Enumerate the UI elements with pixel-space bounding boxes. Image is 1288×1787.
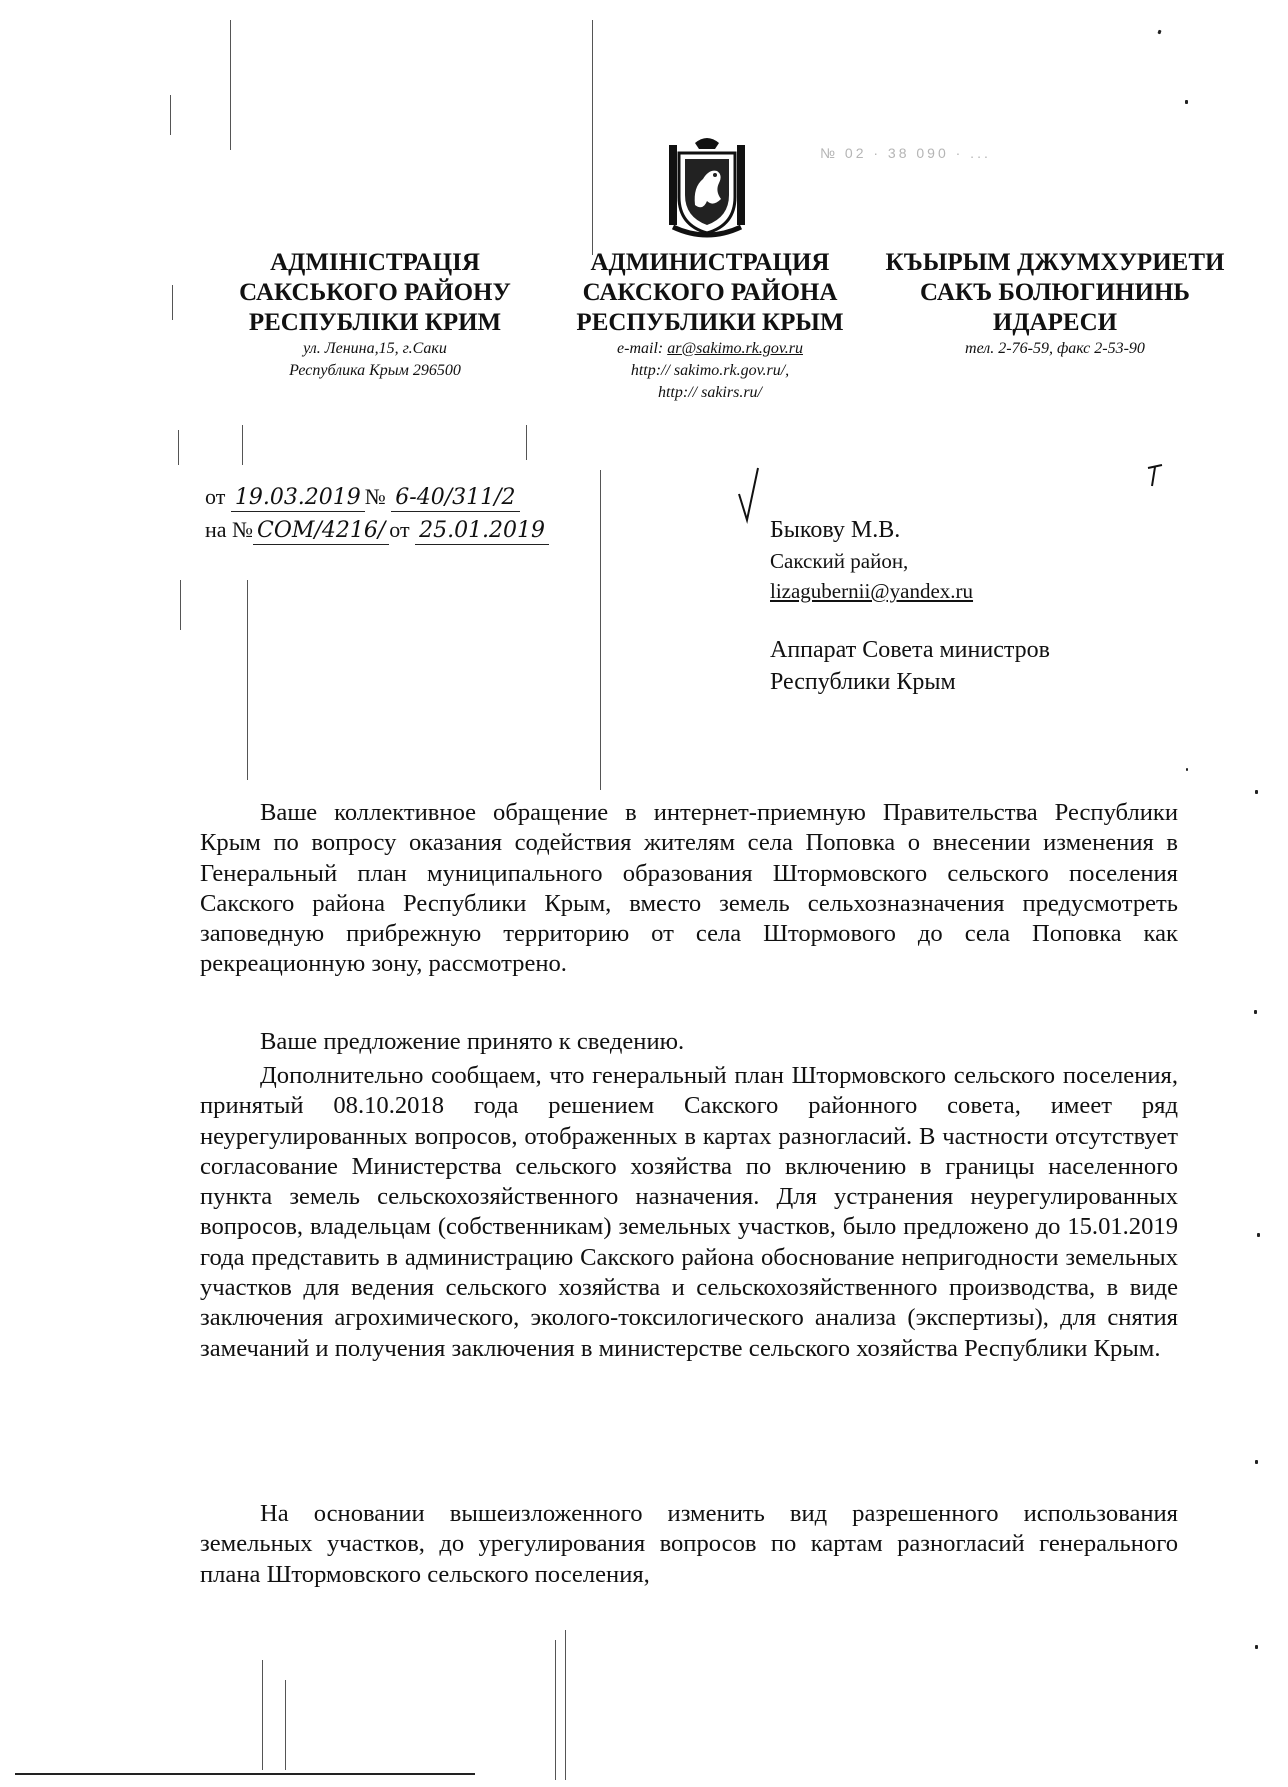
header-crimean-tatar-line1: КЪЫРЫМ ДЖУМХУРИЕТИ bbox=[885, 249, 1225, 276]
email-link[interactable]: ar@sakimo.rk.gov.ru bbox=[667, 340, 803, 357]
header-ukrainian-line3: РЕСПУБЛІКИ КРИМ bbox=[248, 309, 502, 336]
header-russian-line2: САКСКОГО РАЙОНА bbox=[582, 279, 838, 306]
recipient-email-link[interactable]: lizagubernii@yandex.ru bbox=[770, 579, 974, 603]
scan-line bbox=[262, 1660, 263, 1770]
scan-speck bbox=[1255, 1645, 1258, 1649]
address-line1: ул. Ленина,15, г.Саки bbox=[303, 340, 447, 357]
header-ukrainian-line2: САКСЬКОГО РАЙОНУ bbox=[239, 279, 511, 306]
website-link-2[interactable]: http:// sakirs.ru/ bbox=[657, 384, 762, 401]
body-paragraph-1-text: Ваше коллективное обращение в интернет-приемную Правительства Республики Крым по вопросу оказания содействия жителям села Поповка о внесении изменения в Генеральный план муниципального образования Штормовского сельского поселения Сакского района Республики Крым, вместо земель сельхозназначения предусмотреть заповедную прибрежную территорию от села Штормового до села Поповка как рекреационную зону, рассмотрено. bbox=[200, 799, 1178, 978]
address-line2: Республика Крым 296500 bbox=[289, 362, 461, 379]
crimea-coat-of-arms-icon bbox=[665, 135, 749, 241]
outgoing-reference bbox=[205, 484, 520, 512]
scan-line bbox=[247, 580, 248, 780]
website-link-1[interactable]: http:// sakimo.rk.gov.ru/, bbox=[630, 362, 790, 379]
recipient-org-line1: Аппарат Совета министров bbox=[770, 637, 1050, 663]
body-paragraph-4 bbox=[200, 1499, 1178, 1590]
incoming-number: СОМ/4216/ bbox=[253, 518, 389, 545]
header-russian bbox=[555, 248, 865, 404]
outgoing-date: 19.03.2019 bbox=[231, 485, 365, 512]
scan-speck bbox=[1157, 30, 1161, 35]
scan-line bbox=[555, 1640, 556, 1780]
header-crimean-tatar-line2: САКЪ БОЛЮГИНИНЬ bbox=[920, 279, 1190, 306]
body-paragraph-3 bbox=[200, 1061, 1178, 1364]
incoming-date: 25.01.2019 bbox=[415, 518, 549, 545]
from-label: от bbox=[205, 484, 226, 509]
scan-line bbox=[242, 425, 243, 465]
bottom-scan-rule bbox=[15, 1773, 475, 1775]
email-line bbox=[555, 338, 865, 360]
handwritten-check-icon bbox=[737, 466, 761, 524]
recipient-district: Сакский район, bbox=[770, 549, 909, 573]
scan-line bbox=[600, 470, 601, 790]
number-label: № bbox=[364, 484, 386, 509]
scan-line bbox=[285, 1680, 286, 1770]
header-ukrainian-line1: АДМІНІСТРАЦІЯ bbox=[270, 249, 480, 276]
header-crimean-tatar bbox=[870, 248, 1240, 360]
scan-speck bbox=[1254, 1010, 1257, 1014]
scan-line bbox=[172, 285, 173, 320]
scan-speck bbox=[1255, 790, 1258, 794]
faint-stamp-text: № 02 · 38 090 · ... bbox=[820, 145, 991, 161]
recipient-name: Быкову М.В. bbox=[770, 517, 901, 543]
scan-speck bbox=[1255, 1460, 1258, 1464]
handwritten-mark-icon bbox=[1145, 462, 1165, 488]
scan-line bbox=[178, 430, 179, 465]
scan-line bbox=[180, 580, 181, 630]
scan-line bbox=[170, 95, 171, 135]
phone-fax-line: тел. 2-76-59, факс 2-53-90 bbox=[965, 340, 1145, 357]
outgoing-number: 6-40/311/2 bbox=[391, 485, 519, 512]
body-paragraph-4-text: На основании вышеизложенного изменить вид разрешенного использования земельных участков, до урегулирования вопросов по картам разногласий генерального плана Штормовского сельского поселения, bbox=[200, 1500, 1178, 1588]
header-ukrainian bbox=[215, 248, 535, 382]
body-paragraph-2 bbox=[200, 1027, 1178, 1057]
scan-speck bbox=[1186, 768, 1188, 771]
on-number-label: на № bbox=[205, 517, 254, 542]
incoming-reference bbox=[205, 517, 549, 545]
recipient-org-line2: Республики Крым bbox=[770, 669, 956, 695]
email-label: e-mail: bbox=[617, 340, 668, 357]
scan-speck bbox=[1185, 100, 1188, 104]
scan-line bbox=[526, 425, 527, 460]
scan-line bbox=[565, 1630, 566, 1780]
body-paragraph-2-text: Ваше предложение принято к сведению. bbox=[260, 1028, 685, 1055]
header-crimean-tatar-line3: ИДАРЕСИ bbox=[992, 309, 1118, 336]
header-russian-line1: АДМИНИСТРАЦИЯ bbox=[590, 249, 830, 276]
scan-speck bbox=[1257, 1233, 1260, 1237]
header-russian-line3: РЕСПУБЛИКИ КРЫМ bbox=[576, 309, 844, 336]
scan-line bbox=[592, 20, 593, 255]
body-paragraph-3-text: Дополнительно сообщаем, что генеральный план Штормовского сельского поселения, принятый 08.10.2018 года решением Сакского районного совета, имеет ряд неурегулированных вопросов, отображенных в картах разногласий. В частности отсутствует согласование Министерства сельского хозяйства по включению в границы населенного пункта земель сельскохозяйственного назначения. Для устранения неурегулированных вопросов, владельцам (собственникам) земельных участков, было предложено до 15.01.2019 года представить в администрацию Сакского района обоснование непригодности земельных участков для ведения сельского хозяйства и сельскохозяйственного производства, в виде заключения агрохимического, эколого-токсилогического анализа (экспертизы), для снятия замечаний и получения заключения в министерстве сельского хозяйства Республики Крым. bbox=[200, 1062, 1178, 1362]
on-date-label: от bbox=[389, 517, 410, 542]
scan-line bbox=[230, 20, 231, 150]
body-paragraph-1 bbox=[200, 798, 1178, 980]
